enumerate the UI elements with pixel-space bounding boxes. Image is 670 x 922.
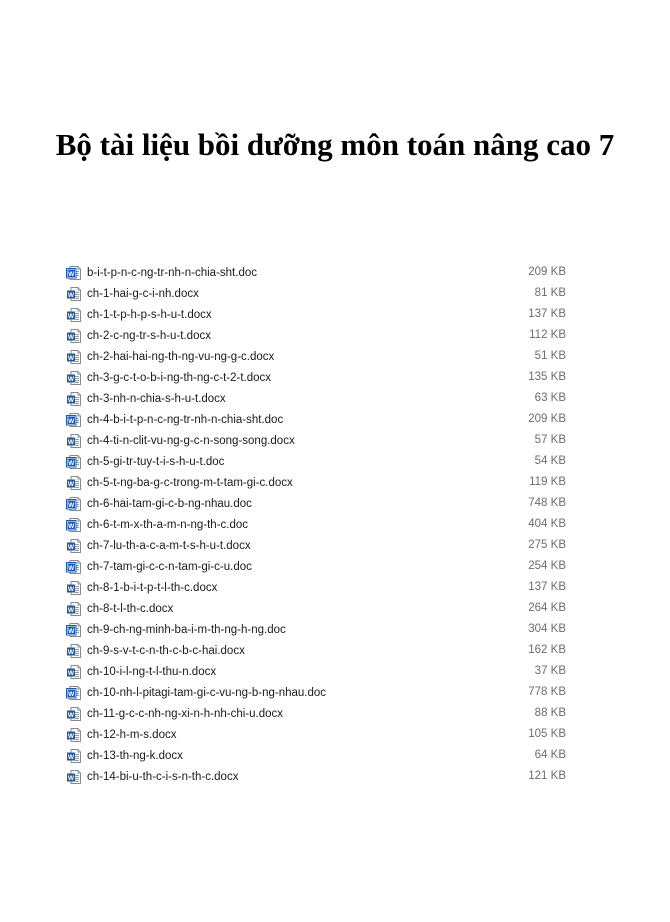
page-title: Bộ tài liệu bồi dưỡng môn toán nâng cao 7 — [55, 127, 615, 162]
svg-text:W: W — [67, 606, 75, 614]
file-name: ch-6-hai-tam-gi-c-b-ng-nhau.doc — [87, 497, 252, 510]
word-doc-icon — [66, 265, 82, 281]
file-name: ch-8-t-l-th-c.docx — [87, 602, 174, 615]
file-name: ch-10-i-l-ng-t-l-thu-n.docx — [87, 665, 217, 678]
word-docx-icon — [66, 328, 82, 344]
word-docx-icon — [66, 391, 82, 407]
word-docx-icon — [66, 643, 82, 659]
word-docx-icon — [66, 706, 82, 722]
file-size: 37 KB — [534, 665, 566, 677]
svg-text:W: W — [67, 711, 75, 719]
file-name: ch-9-s-v-t-c-n-th-c-b-c-hai.docx — [87, 644, 245, 657]
file-size: 162 KB — [528, 644, 566, 656]
file-size: 135 KB — [528, 371, 566, 383]
file-size: 137 KB — [528, 308, 566, 320]
file-row-4[interactable] — [66, 325, 570, 346]
file-row-17[interactable] — [66, 598, 570, 619]
file-row-22[interactable] — [66, 703, 570, 724]
svg-text:W: W — [67, 375, 75, 383]
file-name: ch-7-tam-gi-c-c-n-tam-gi-c-u.doc — [87, 560, 252, 573]
file-name: ch-2-hai-hai-ng-th-ng-vu-ng-g-c.docx — [87, 350, 275, 363]
svg-text:W: W — [67, 648, 75, 656]
file-size: 81 KB — [534, 287, 566, 299]
file-name: b-i-t-p-n-c-ng-tr-nh-n-chia-sht.doc — [87, 266, 257, 279]
svg-text:W: W — [67, 354, 75, 362]
file-row-23[interactable] — [66, 724, 570, 745]
svg-text:W: W — [67, 669, 75, 677]
word-doc-icon — [66, 496, 82, 512]
file-row-15[interactable] — [66, 556, 570, 577]
file-size: 778 KB — [528, 686, 566, 698]
file-name: ch-14-bi-u-th-c-i-s-n-th-c.docx — [87, 770, 239, 783]
file-size: 404 KB — [528, 518, 566, 530]
file-name: ch-10-nh-l-pitagi-tam-gi-c-vu-ng-b-ng-nhau.doc — [87, 686, 327, 699]
svg-text:W: W — [67, 543, 75, 551]
file-size: 209 KB — [528, 266, 566, 278]
file-row-7[interactable] — [66, 388, 570, 409]
file-name: ch-11-g-c-c-nh-ng-xi-n-h-nh-chi-u.docx — [87, 707, 283, 720]
file-name: ch-1-t-p-h-p-s-h-u-t.docx — [87, 308, 212, 321]
word-docx-icon — [66, 664, 82, 680]
file-size: 264 KB — [528, 602, 566, 614]
svg-text:W: W — [67, 333, 75, 341]
word-doc-icon — [66, 559, 82, 575]
file-row-25[interactable] — [66, 766, 570, 787]
file-size: 121 KB — [528, 770, 566, 782]
word-doc-icon — [66, 412, 82, 428]
file-size: 88 KB — [534, 707, 566, 719]
file-row-24[interactable] — [66, 745, 570, 766]
file-size: 112 KB — [529, 329, 566, 341]
file-size: 275 KB — [528, 539, 566, 551]
file-name: ch-3-g-c-t-o-b-i-ng-th-ng-c-t-2-t.docx — [87, 371, 272, 384]
word-docx-icon — [66, 538, 82, 554]
svg-text:W: W — [67, 753, 75, 761]
word-docx-icon — [66, 286, 82, 302]
svg-text:W: W — [68, 690, 75, 698]
word-docx-icon — [66, 433, 82, 449]
file-size: 57 KB — [534, 434, 566, 446]
word-docx-icon — [66, 580, 82, 596]
file-name: ch-12-h-m-s.docx — [87, 728, 177, 741]
file-row-1[interactable] — [66, 262, 570, 283]
svg-text:W: W — [67, 732, 75, 740]
file-size: 254 KB — [528, 560, 566, 572]
file-list — [66, 262, 570, 787]
svg-text:W: W — [68, 417, 75, 425]
file-row-8[interactable] — [66, 409, 570, 430]
file-size: 119 KB — [529, 476, 566, 488]
file-name: ch-8-1-b-i-t-p-t-l-th-c.docx — [87, 581, 218, 594]
svg-text:W: W — [67, 774, 75, 782]
word-docx-icon — [66, 601, 82, 617]
file-row-2[interactable] — [66, 283, 570, 304]
svg-text:W: W — [68, 459, 75, 467]
file-row-14[interactable] — [66, 535, 570, 556]
file-name: ch-3-nh-n-chia-s-h-u-t.docx — [87, 392, 226, 405]
svg-text:W: W — [67, 396, 75, 404]
file-name: ch-13-th-ng-k.docx — [87, 749, 183, 762]
file-size: 63 KB — [534, 392, 566, 404]
file-row-10[interactable] — [66, 451, 570, 472]
file-name: ch-5-gi-tr-tuy-t-i-s-h-u-t.doc — [87, 455, 225, 468]
file-size: 304 KB — [528, 623, 566, 635]
word-docx-icon — [66, 370, 82, 386]
svg-text:W: W — [67, 480, 75, 488]
file-size: 64 KB — [534, 749, 566, 761]
svg-text:W: W — [67, 585, 75, 593]
word-docx-icon — [66, 727, 82, 743]
file-name: ch-2-c-ng-tr-s-h-u-t.docx — [87, 329, 211, 342]
file-size: 137 KB — [528, 581, 566, 593]
file-name: ch-4-b-i-t-p-n-c-ng-tr-nh-n-chia-sht.doc — [87, 413, 284, 426]
file-size: 51 KB — [534, 350, 566, 362]
svg-text:W: W — [68, 501, 75, 509]
file-size: 54 KB — [534, 455, 566, 467]
file-row-3[interactable] — [66, 304, 570, 325]
word-docx-icon — [66, 748, 82, 764]
file-row-16[interactable] — [66, 577, 570, 598]
file-row-13[interactable] — [66, 514, 570, 535]
file-row-19[interactable] — [66, 640, 570, 661]
file-row-6[interactable] — [66, 367, 570, 388]
svg-text:W: W — [68, 270, 75, 278]
svg-text:W: W — [68, 522, 75, 530]
file-row-20[interactable] — [66, 661, 570, 682]
file-size: 105 KB — [528, 728, 566, 740]
file-name: ch-7-lu-th-a-c-a-m-t-s-h-u-t.docx — [87, 539, 251, 552]
svg-text:W: W — [68, 564, 75, 572]
file-row-5[interactable] — [66, 346, 570, 367]
file-size: 209 KB — [528, 413, 566, 425]
svg-text:W: W — [68, 627, 75, 635]
file-row-18[interactable] — [66, 619, 570, 640]
svg-text:W: W — [67, 312, 75, 320]
word-docx-icon — [66, 769, 82, 785]
word-docx-icon — [66, 349, 82, 365]
file-name: ch-9-ch-ng-minh-ba-i-m-th-ng-h-ng.doc — [87, 623, 286, 636]
file-name: ch-6-t-m-x-th-a-m-n-ng-th-c.doc — [87, 518, 249, 531]
word-doc-icon — [66, 622, 82, 638]
file-size: 748 KB — [528, 497, 566, 509]
file-name: ch-4-ti-n-clit-vu-ng-g-c-n-song-song.docx — [87, 434, 295, 447]
word-doc-icon — [66, 517, 82, 533]
file-name: ch-5-t-ng-ba-g-c-trong-m-t-tam-gi-c.docx — [87, 476, 293, 489]
word-doc-icon — [66, 685, 82, 701]
word-doc-icon — [66, 454, 82, 470]
file-row-11[interactable] — [66, 472, 570, 493]
file-row-9[interactable] — [66, 430, 570, 451]
file-row-21[interactable] — [66, 682, 570, 703]
word-docx-icon — [66, 307, 82, 323]
file-row-12[interactable] — [66, 493, 570, 514]
file-name: ch-1-hai-g-c-i-nh.docx — [87, 287, 199, 300]
svg-text:W: W — [67, 291, 75, 299]
svg-text:W: W — [67, 438, 75, 446]
word-docx-icon — [66, 475, 82, 491]
